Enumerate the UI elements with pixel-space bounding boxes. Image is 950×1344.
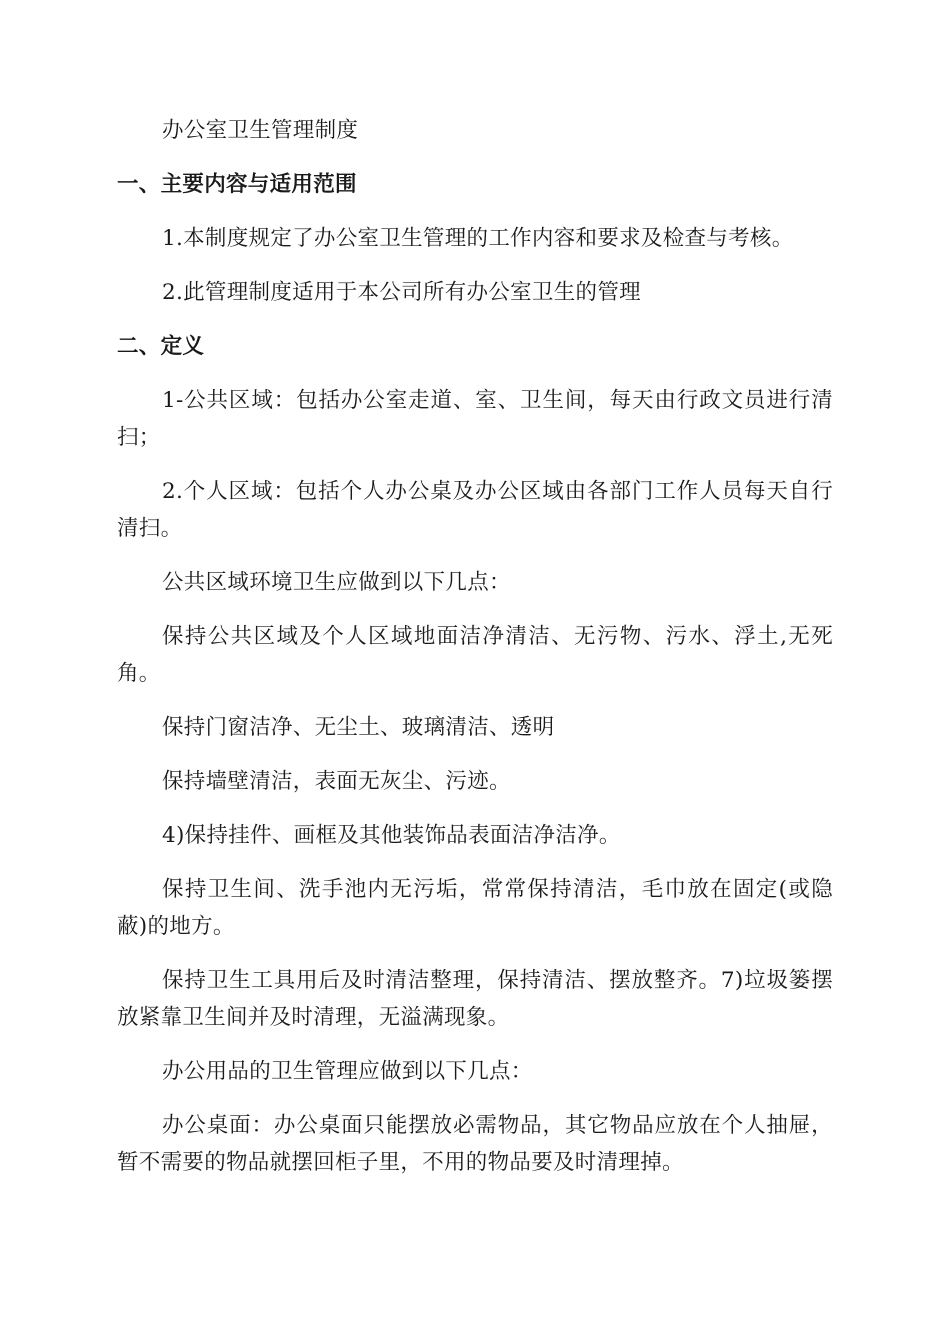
paragraph: 1-公共区域：包括办公室走道、室、卫生间，每天由行政文员进行清扫；	[117, 388, 833, 450]
paragraph: 保持门窗洁净、无尘土、玻璃清洁、透明	[162, 715, 555, 740]
document-page	[117, 112, 833, 1198]
paragraph: 保持墙壁清洁，表面无灰尘、污迹。	[162, 769, 511, 794]
paragraph: 保持卫生工具用后及时清洁整理，保持清洁、摆放整齐。7)垃圾篓摆放紧靠卫生间并及时清理，无溢满现象。	[117, 968, 833, 1030]
paragraph: 保持公共区域及个人区域地面洁净清洁、无污物、污水、浮土,无死角。	[117, 624, 833, 686]
document-title: 办公室卫生管理制度	[162, 118, 359, 143]
paragraph: 办公用品的卫生管理应做到以下几点：	[162, 1059, 533, 1084]
paragraph: 1.本制度规定了办公室卫生管理的工作内容和要求及检查与考核。	[162, 226, 794, 251]
section-heading-definitions: 二、定义	[117, 334, 205, 359]
paragraph: 4)保持挂件、画框及其他装饰品表面洁净洁净。	[162, 823, 621, 848]
paragraph: 2.此管理制度适用于本公司所有办公室卫生的管理	[162, 280, 641, 305]
section-heading-scope: 一、主要内容与适用范围	[117, 172, 357, 197]
paragraph: 办公桌面：办公桌面只能摆放必需物品，其它物品应放在个人抽屉，暂不需要的物品就摆回柜子里，不用的物品要及时清理掉。	[117, 1113, 833, 1175]
paragraph: 公共区域环境卫生应做到以下几点：	[162, 570, 511, 595]
paragraph: 2.个人区域：包括个人办公桌及办公区域由各部门工作人员每天自行清扫。	[117, 479, 833, 541]
paragraph: 保持卫生间、洗手池内无污垢，常常保持清洁，毛巾放在固定(或隐蔽)的地方。	[117, 877, 833, 939]
